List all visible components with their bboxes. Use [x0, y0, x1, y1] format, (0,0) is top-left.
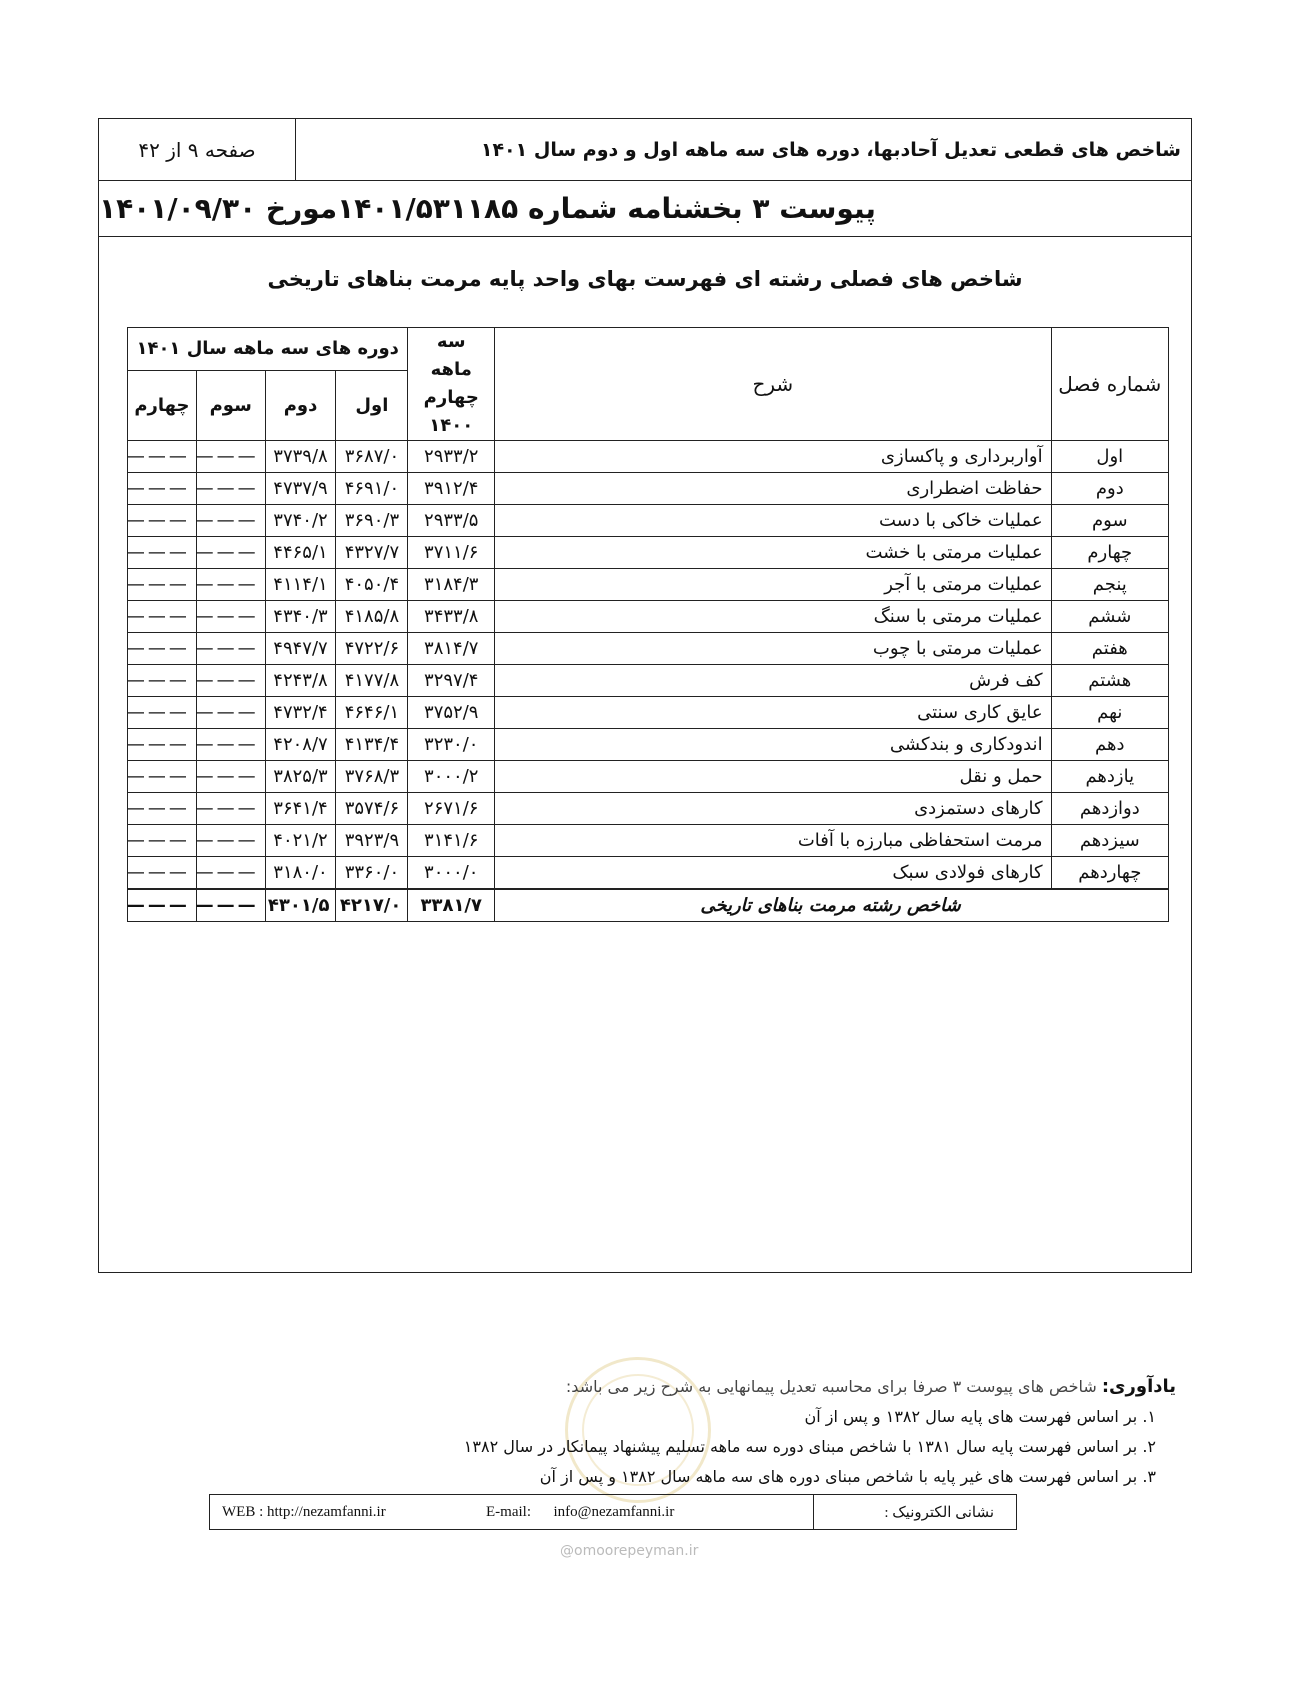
chapter-description: عملیات مرمتی با سنگ	[495, 601, 1051, 633]
email-link[interactable]	[486, 1504, 674, 1521]
total-prev-quarter: ۳۳۸۱/۷	[408, 889, 495, 922]
chapter-number: یازدهم	[1051, 761, 1168, 793]
table-row	[128, 633, 1169, 665]
table-row	[128, 601, 1169, 633]
header-prev-quarter-line2: چهارم ۱۴۰۰	[423, 387, 479, 436]
notes-intro: شاخص های پیوست ۳ صرفا برای محاسبه تعدیل پیمانهایی به شرح زیر می باشد:	[565, 1377, 1097, 1396]
value-q3: ———	[196, 825, 265, 857]
table-row	[128, 761, 1169, 793]
value-q2: ۴۳۴۰/۳	[265, 601, 336, 633]
value-q2: ۳۸۲۵/۳	[265, 761, 336, 793]
total-row	[128, 889, 1169, 922]
chapter-number: ششم	[1051, 601, 1168, 633]
value-q3: ———	[196, 441, 265, 473]
chapter-number: چهاردهم	[1051, 857, 1168, 890]
value-q4: ———	[128, 761, 197, 793]
value-q1: ۴۱۸۵/۸	[336, 601, 408, 633]
value-q1: ۴۰۵۰/۴	[336, 569, 408, 601]
value-q2: ۴۱۱۴/۱	[265, 569, 336, 601]
value-q4: ———	[128, 697, 197, 729]
chapter-description: عملیات مرمتی با چوب	[495, 633, 1051, 665]
value-q1: ۴۶۹۱/۰	[336, 473, 408, 505]
table-row	[128, 505, 1169, 537]
chapter-number: سوم	[1051, 505, 1168, 537]
table-row	[128, 665, 1169, 697]
value-q4: ———	[128, 633, 197, 665]
value-prev-quarter: ۳۱۴۱/۶	[408, 825, 495, 857]
index-table	[127, 327, 1169, 922]
value-q1: ۴۱۷۷/۸	[336, 665, 408, 697]
value-q3: ———	[196, 697, 265, 729]
header-prev-quarter-line1: سه ماهه	[430, 331, 472, 380]
chapter-number: دوم	[1051, 473, 1168, 505]
table-row	[128, 537, 1169, 569]
header-prev-quarter	[408, 328, 495, 441]
value-prev-quarter: ۳۰۰۰/۰	[408, 857, 495, 890]
chapter-description: مرمت استحفاظی مبارزه با آفات	[495, 825, 1051, 857]
chapter-number: نهم	[1051, 697, 1168, 729]
value-q3: ———	[196, 505, 265, 537]
table-row	[128, 729, 1169, 761]
header-q2: دوم	[265, 370, 336, 440]
value-q3: ———	[196, 793, 265, 825]
value-q1: ۳۳۶۰/۰	[336, 857, 408, 890]
value-q2: ۴۹۴۷/۷	[265, 633, 336, 665]
value-prev-quarter: ۳۷۵۲/۹	[408, 697, 495, 729]
contact-box	[209, 1494, 1017, 1530]
total-q3: ———	[196, 889, 265, 922]
header-row	[99, 119, 1191, 181]
value-q2: ۳۱۸۰/۰	[265, 857, 336, 890]
value-prev-quarter: ۳۸۱۴/۷	[408, 633, 495, 665]
page-number: صفحه ۹ از ۴۲	[99, 119, 296, 180]
chapter-description: حفاظت اضطراری	[495, 473, 1051, 505]
value-prev-quarter: ۳۹۱۲/۴	[408, 473, 495, 505]
value-q4: ———	[128, 601, 197, 633]
notes-block	[396, 1372, 1176, 1492]
total-q1: ۴۲۱۷/۰	[336, 889, 408, 922]
total-q4: ———	[128, 889, 197, 922]
note-item-2: ۲. بر اساس فهرست پایه سال ۱۳۸۱ با شاخص مبنای دوره سه ماهه تسلیم پیشنهاد پیمانکار در سال ۱۳۸۲	[463, 1437, 1156, 1456]
chapter-description: حمل و نقل	[495, 761, 1051, 793]
chapter-number: چهارم	[1051, 537, 1168, 569]
chapter-number: دهم	[1051, 729, 1168, 761]
value-q2: ۴۲۰۸/۷	[265, 729, 336, 761]
header-q3: سوم	[196, 370, 265, 440]
website-link[interactable]: WEB : http://nezamfanni.ir	[222, 1504, 386, 1520]
value-prev-quarter: ۲۶۷۱/۶	[408, 793, 495, 825]
value-q3: ———	[196, 601, 265, 633]
value-q4: ———	[128, 473, 197, 505]
header-chapter-no: شماره فصل	[1051, 328, 1168, 441]
chapter-number: سیزدهم	[1051, 825, 1168, 857]
value-q4: ———	[128, 857, 197, 890]
chapter-description: عملیات مرمتی با آجر	[495, 569, 1051, 601]
table-row	[128, 857, 1169, 890]
chapter-description: کارهای فولادی سبک	[495, 857, 1051, 890]
total-description: شاخص رشته مرمت بناهای تاریخی	[495, 889, 1169, 922]
contact-label: نشانی الکترونیک :	[813, 1495, 1016, 1529]
header-description: شرح	[495, 328, 1051, 441]
value-q2: ۴۴۶۵/۱	[265, 537, 336, 569]
value-q4: ———	[128, 793, 197, 825]
chapter-number: هفتم	[1051, 633, 1168, 665]
value-q2: ۳۷۳۹/۸	[265, 441, 336, 473]
table-row	[128, 441, 1169, 473]
chapter-description: عملیات خاکی با دست	[495, 505, 1051, 537]
chapter-description: کارهای دستمزدی	[495, 793, 1051, 825]
total-q2: ۴۳۰۱/۵	[265, 889, 336, 922]
notes-heading: یادآوری:	[1101, 1376, 1176, 1397]
value-q1: ۳۶۸۷/۰	[336, 441, 408, 473]
document-subject: شاخص های قطعی تعدیل آحادبها، دوره های سه ماهه اول و دوم سال ۱۴۰۱	[480, 138, 1181, 161]
email-label: E-mail:	[486, 1504, 531, 1520]
value-q2: ۳۷۴۰/۲	[265, 505, 336, 537]
value-q1: ۳۶۹۰/۳	[336, 505, 408, 537]
chapter-number: پنجم	[1051, 569, 1168, 601]
value-prev-quarter: ۳۲۳۰/۰	[408, 729, 495, 761]
value-q2: ۳۶۴۱/۴	[265, 793, 336, 825]
table-row	[128, 569, 1169, 601]
chapter-description: آواربرداری و پاکسازی	[495, 441, 1051, 473]
value-q4: ———	[128, 537, 197, 569]
value-q1: ۳۹۲۳/۹	[336, 825, 408, 857]
value-q1: ۴۳۲۷/۷	[336, 537, 408, 569]
chapter-number: اول	[1051, 441, 1168, 473]
value-q3: ———	[196, 729, 265, 761]
value-q3: ———	[196, 761, 265, 793]
header-q4: چهارم	[128, 370, 197, 440]
chapter-number: دوازدهم	[1051, 793, 1168, 825]
value-q2: ۴۲۴۳/۸	[265, 665, 336, 697]
value-q4: ———	[128, 729, 197, 761]
value-q1: ۴۱۳۴/۴	[336, 729, 408, 761]
value-q2: ۴۷۳۷/۹	[265, 473, 336, 505]
section-title: شاخص های فصلی رشته ای فهرست بهای واحد پایه مرمت بناهای تاریخی	[267, 267, 1023, 291]
document-frame	[98, 118, 1192, 1273]
value-q1: ۴۷۲۲/۶	[336, 633, 408, 665]
value-prev-quarter: ۳۱۸۴/۳	[408, 569, 495, 601]
email-address: info@nezamfanni.ir	[553, 1504, 675, 1520]
table-row	[128, 793, 1169, 825]
value-q4: ———	[128, 569, 197, 601]
value-q3: ———	[196, 569, 265, 601]
note-item-3: ۳. بر اساس فهرست های غیر پایه با شاخص مبنای دوره های سه ماهه سال ۱۳۸۲ و پس از آن	[539, 1467, 1156, 1486]
value-q3: ———	[196, 857, 265, 890]
header-q1: اول	[336, 370, 408, 440]
chapter-number: هشتم	[1051, 665, 1168, 697]
chapter-description: اندودکاری و بندکشی	[495, 729, 1051, 761]
table-row	[128, 825, 1169, 857]
value-q3: ———	[196, 633, 265, 665]
value-q1: ۳۵۷۴/۶	[336, 793, 408, 825]
chapter-description: کف فرش	[495, 665, 1051, 697]
table-row	[128, 697, 1169, 729]
value-prev-quarter: ۳۴۳۳/۸	[408, 601, 495, 633]
note-item-1: ۱. بر اساس فهرست های پایه سال ۱۳۸۲ و پس از آن	[804, 1407, 1156, 1426]
value-prev-quarter: ۳۰۰۰/۲	[408, 761, 495, 793]
value-q3: ———	[196, 665, 265, 697]
value-q4: ———	[128, 505, 197, 537]
value-q4: ———	[128, 441, 197, 473]
chapter-description: عایق کاری سنتی	[495, 697, 1051, 729]
site-watermark: @omoorepeyman.ir	[560, 1543, 699, 1559]
value-q4: ———	[128, 665, 197, 697]
annex-title: پیوست ۳ بخشنامه شماره ۱۴۰۱/۵۳۱۱۸۵مورخ ۱۴۰۱/۰۹/۳۰	[99, 181, 1191, 237]
value-q2: ۴۷۳۲/۴	[265, 697, 336, 729]
value-q3: ———	[196, 537, 265, 569]
table-row	[128, 473, 1169, 505]
value-prev-quarter: ۳۲۹۷/۴	[408, 665, 495, 697]
value-q2: ۴۰۲۱/۲	[265, 825, 336, 857]
value-prev-quarter: ۲۹۳۳/۵	[408, 505, 495, 537]
value-q1: ۳۷۶۸/۳	[336, 761, 408, 793]
value-q4: ———	[128, 825, 197, 857]
chapter-description: عملیات مرمتی با خشت	[495, 537, 1051, 569]
value-q3: ———	[196, 473, 265, 505]
value-prev-quarter: ۲۹۳۳/۲	[408, 441, 495, 473]
header-quarters-group: دوره های سه ماهه سال ۱۴۰۱	[128, 328, 408, 371]
value-prev-quarter: ۳۷۱۱/۶	[408, 537, 495, 569]
value-q1: ۴۶۴۶/۱	[336, 697, 408, 729]
